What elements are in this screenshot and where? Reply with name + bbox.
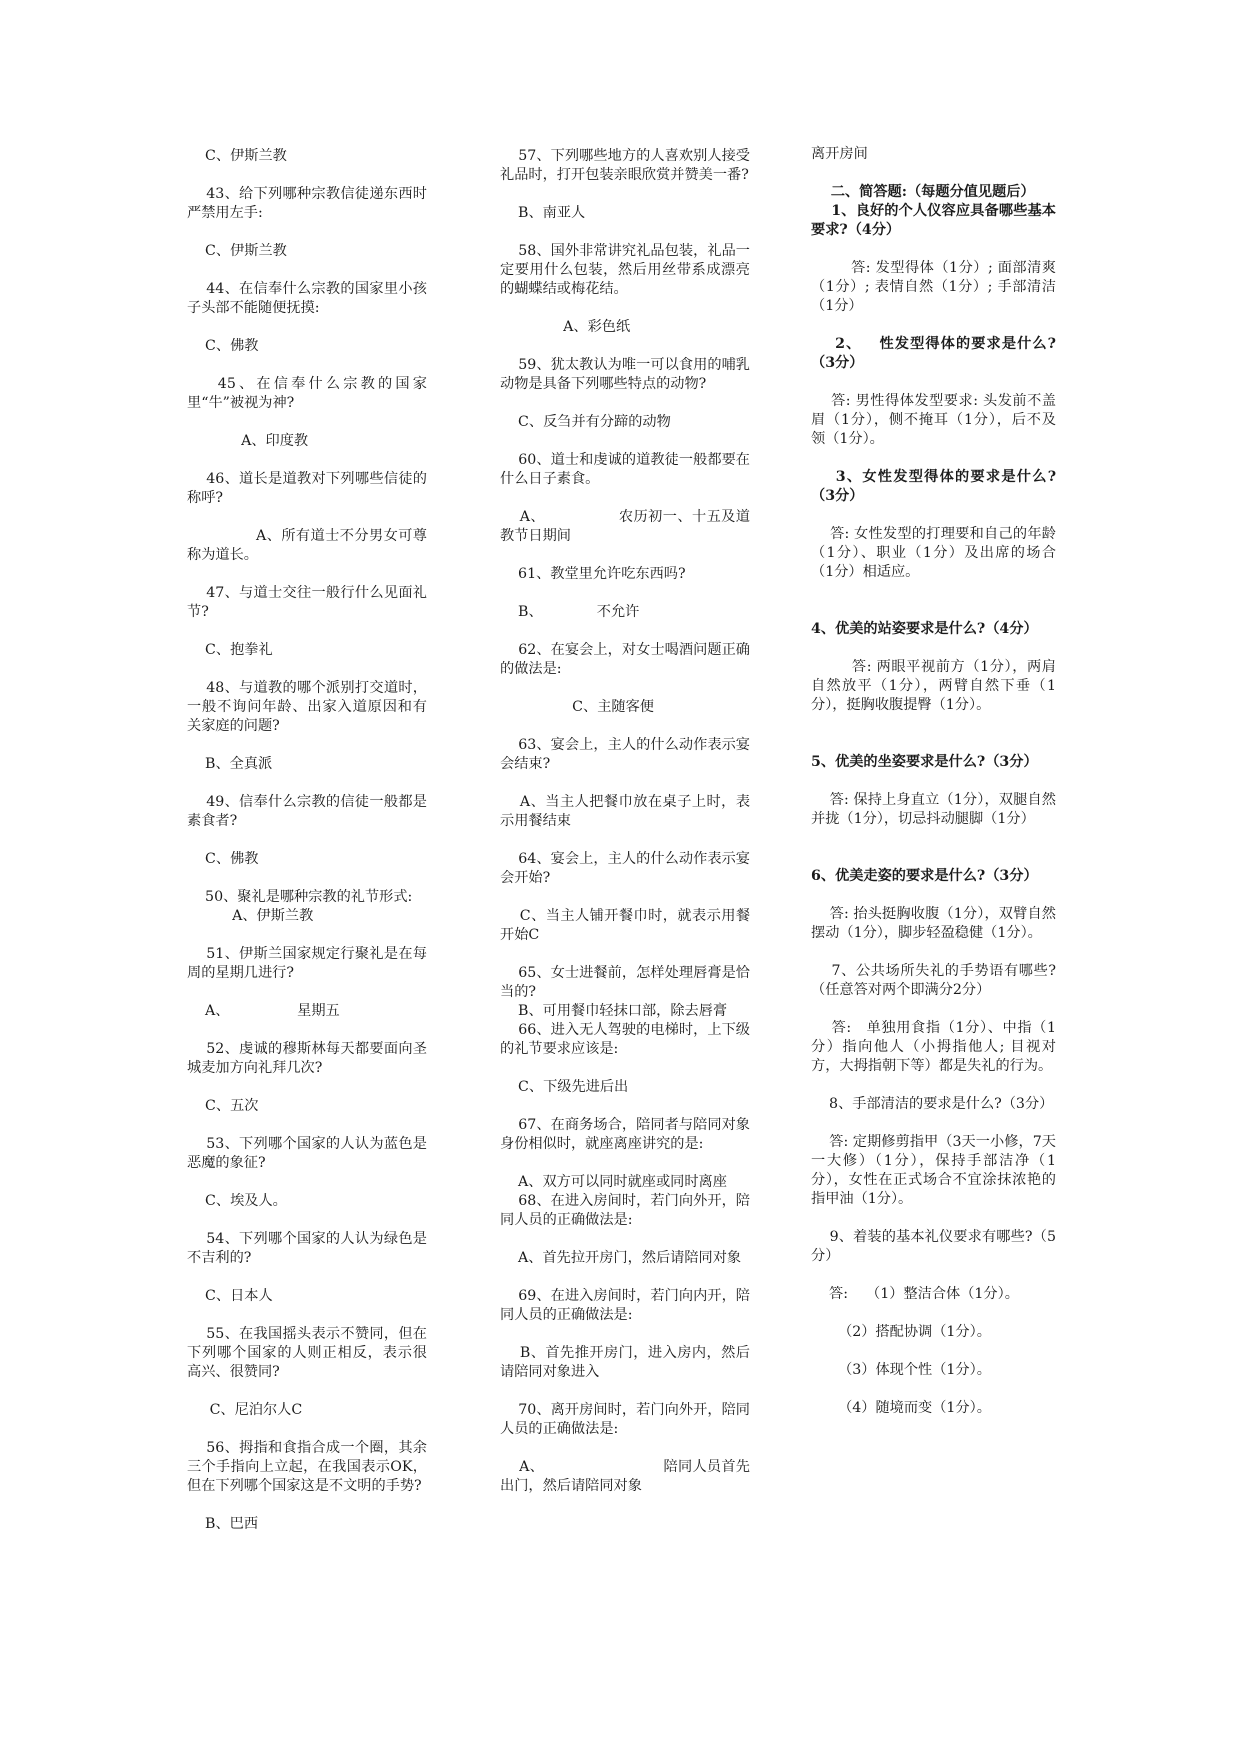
text-block: 答: 发型得体（1分）; 面部清爽（1分）; 表情自然（1分）; 手部清洁（1分） [811,260,1056,314]
text-block: 60、道士和虔诚的道教徒一般都要在什么日子素食。 [500,452,750,487]
column-2 [500,147,750,1515]
text-block: B、全真派 [187,756,273,772]
text-block: A、当主人把餐巾放在桌子上时，表示用餐结束 [500,794,751,829]
text-block: 69、在进入房间时，若门向内开，陪同人员的正确做法是: [500,1288,750,1323]
text-block: C、佛教 [187,338,259,354]
text-block: （2）搭配协调（1分）。 [811,1324,991,1340]
text-block: 53、下列哪个国家的人认为蓝色是恶魔的象征? [187,1136,427,1171]
text-block: 答: 两眼平视前方（1分），两肩自然放平（1分），两臂自然下垂（1分），挺胸收腹提臀（1分）。 [811,659,1056,713]
text-block: A、 星期五 [187,1003,340,1019]
text-block: C、佛教 [187,851,259,867]
text-block: B、可用餐巾轻抹口部，除去唇膏 [500,1003,728,1019]
text-block: C、五次 [187,1098,259,1114]
text-block: C、抱拳礼 [187,642,273,658]
text-block: C、下级先进后出 [500,1079,629,1095]
text-block: 65、女士进餐前，怎样处理唇膏是恰当的? [500,965,750,1000]
text-block: B、巴西 [187,1516,259,1532]
text-block: A、 陪同人员首先出门，然后请陪同对象 [500,1459,750,1494]
text-block: 51、伊斯兰国家规定行聚礼是在每周的星期几进行? [187,946,427,981]
text-block: A、印度教 [187,433,309,449]
text-block: B、 不允许 [500,604,640,620]
text-block: C、伊斯兰教 [187,148,287,164]
text-block: 答: 抬头挺胸收腹（1分），双臂自然摆动（1分），脚步轻盈稳健（1分）。 [811,906,1056,941]
text-block: A、所有道士不分男女可尊称为道长。 [187,528,427,563]
text-block: 63、宴会上，主人的什么动作表示宴会结束? [500,737,750,772]
text-block: 5、优美的坐姿要求是什么?（3分） [811,735,1038,770]
text-block: （3）体现个性（1分）。 [811,1362,991,1378]
text-block: 44、在信奉什么宗教的国家里小孩子头部不能随便抚摸: [187,281,427,316]
text-block: C、反刍并有分蹄的动物 [500,414,671,430]
text-block: 答: （1）整洁合体（1分）。 [811,1286,1019,1302]
column-3 [811,145,1056,1437]
text-block: B、南亚人 [500,205,586,221]
text-block: 45、在信奉什么宗教的国家里“牛”被视为神? [187,376,427,411]
text-block: 52、虔诚的穆斯林每天都要面向圣城麦加方向礼拜几次? [187,1041,427,1076]
text-block: 43、给下列哪种宗教信徒递东西时严禁用左手: [187,186,427,221]
text-block: 离开房间 [811,146,868,162]
text-block: 答: 单独用食指（1分）、中指（1分）指向他人（小拇指他人; 目视对方，大拇指朝下等）都是失礼的行为。 [811,1020,1057,1074]
text-block: 59、犹太教认为唯一可以食用的哺乳动物是具备下列哪些特点的动物? [500,357,750,392]
text-block: 67、在商务场合，陪同者与陪同对象身份相似时，就座离座讲究的是: [500,1117,750,1152]
text-block: 49、信奉什么宗教的信徒一般都是素食者? [187,794,427,829]
text-block: 二、简答题:（每题分值见题后） [811,184,1035,200]
text-block: 50、聚礼是哪种宗教的礼节形式: [187,889,413,905]
text-block: 答: 保持上身直立（1分），双腿自然并拢（1分），切忌抖动腿脚（1分） [811,792,1056,827]
text-block: 46、道长是道教对下列哪些信徒的称呼? [187,471,427,506]
text-block: A、 农历初一、十五及道教节日期间 [500,509,750,544]
text-block: 6、优美走姿的要求是什么?（3分） [811,849,1038,884]
text-block: C、伊斯兰教 [187,243,287,259]
text-block: 48、与道教的哪个派别打交道时，一般不询问年龄、出家入道原因和有关家庭的问题? [187,680,427,734]
text-block: 57、下列哪些地方的人喜欢别人接受礼品时，打开包装亲眼欣赏并赞美一番? [500,148,750,183]
text-block: 9、着装的基本礼仪要求有哪些?（5分） [811,1229,1056,1264]
text-block: C、日本人 [187,1288,273,1304]
text-block: 答: 男性得体发型要求: 头发前不盖眉（1分），侧不掩耳（1分），后不及领（1分）。 [811,393,1056,447]
text-block: 70、离开房间时，若门向外开，陪同人员的正确做法是: [500,1402,750,1437]
text-block: B、首先推开房门，进入房内，然后请陪同对象进入 [500,1345,750,1380]
text-block: C、当主人铺开餐巾时，就表示用餐开始C [500,908,751,943]
text-block: 7、公共场所失礼的手势语有哪些?（任意答对两个即满分2分） [811,963,1056,998]
text-block: 66、进入无人驾驶的电梯时，上下级的礼节要求应该是: [500,1022,750,1057]
text-block: 68、在进入房间时，若门向外开，陪同人员的正确做法是: [500,1193,750,1228]
text-block: 3、女性发型得体的要求是什么?（3分） [811,469,1057,504]
text-block: A、伊斯兰教 [187,908,314,924]
text-block: A、彩色纸 [500,319,631,335]
text-block: 1、良好的个人仪容应具备哪些基本要求?（4分） [811,203,1056,238]
text-block: 61、教堂里允许吃东西吗? [500,566,686,582]
text-block: 47、与道士交往一般行什么见面礼节? [187,585,427,620]
text-block: 2、 性发型得体的要求是什么?（3分） [811,336,1056,371]
text-block: A、首先拉开房门，然后请陪同对象 [500,1250,742,1266]
text-block: 4、优美的站姿要求是什么?（4分） [811,602,1038,637]
text-block: C、主随客便 [500,699,654,715]
text-block: 答: 定期修剪指甲（3天一小修，7天一大修）（1分），保持手部洁净（1分），女性在正式场合不宜涂抹浓艳的指甲油（1分）。 [811,1134,1056,1207]
text-block: 54、下列哪个国家的人认为绿色是不吉利的? [187,1231,427,1266]
text-block: 8、手部清洁的要求是什么?（3分） [811,1096,1054,1112]
text-block: C、埃及人。 [187,1193,287,1209]
text-block: 55、在我国摇头表示不赞同，但在下列哪个国家的人则正相反，表示很高兴、很赞同? [187,1326,427,1380]
text-block: A、双方可以同时就座或同时离座 [500,1174,727,1190]
text-block: 62、在宴会上，对女士喝酒问题正确的做法是: [500,642,750,677]
text-block: C、尼泊尔人C [187,1402,303,1418]
text-block: 答: 女性发型的打理要和自己的年龄（1分）、职业（1分）及出席的场合（1分）相适应。 [811,526,1056,580]
text-block: 56、拇指和食指合成一个圈，其余三个手指向上立起，在我国表示OK，但在下列哪个国家这是不文明的手势? [187,1440,427,1494]
column-1 [187,147,427,1553]
text-block: 58、国外非常讲究礼品包装，礼品一定要用什么包装，然后用丝带系成漂亮的蝴蝶结或梅花结。 [500,243,750,297]
text-block: 64、宴会上，主人的什么动作表示宴会开始? [500,851,750,886]
text-block: （4）随境而变（1分）。 [811,1400,991,1416]
